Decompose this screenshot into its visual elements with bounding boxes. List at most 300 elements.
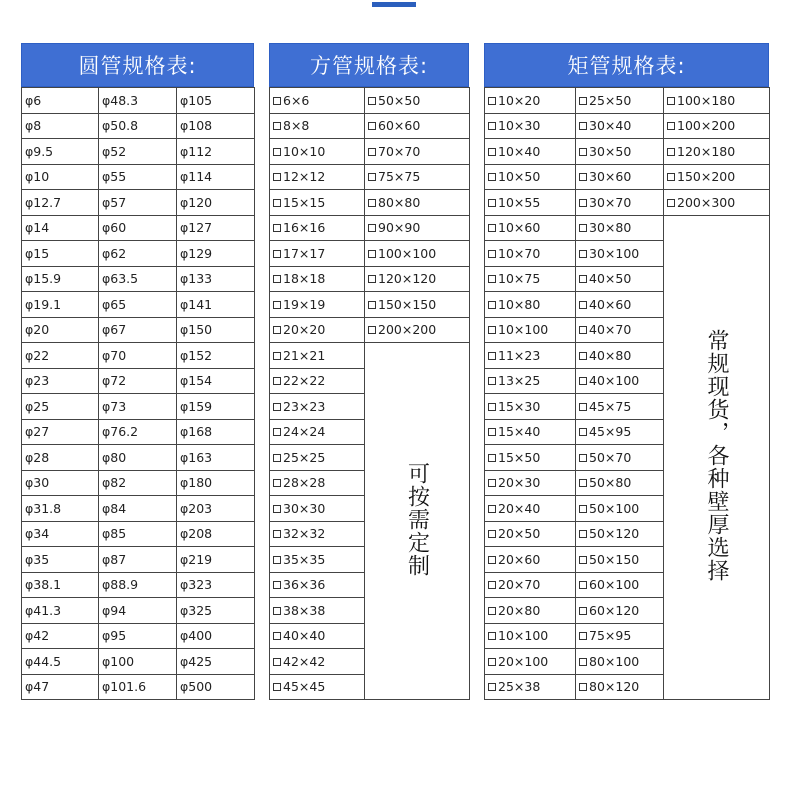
spec-value: 45×45: [283, 679, 326, 695]
square-symbol-icon: [488, 326, 496, 334]
spec-cell: [270, 674, 365, 700]
table-row: [22, 547, 255, 573]
spec-value: φ60: [102, 220, 127, 236]
spec-cell: [270, 649, 365, 675]
table-row: [22, 164, 255, 190]
spec-cell: [99, 343, 177, 369]
spec-value: φ325: [180, 602, 213, 618]
spec-value: φ15: [25, 245, 50, 261]
spec-value: 20×100: [498, 653, 549, 669]
table-row: [22, 343, 255, 369]
spec-cell: [576, 241, 664, 267]
square-symbol-icon: [579, 275, 587, 283]
spec-cell: [485, 215, 576, 241]
square-symbol-icon: [368, 97, 376, 105]
spec-cell: [365, 266, 470, 292]
spec-value: 13×25: [498, 373, 541, 389]
spec-cell: [270, 445, 365, 471]
spec-value: 150×200: [677, 169, 736, 185]
spec-cell: [99, 139, 177, 165]
spec-value: 24×24: [283, 424, 326, 440]
table-row: [22, 394, 255, 420]
spec-cell: [22, 292, 99, 318]
spec-cell: [576, 317, 664, 343]
spec-cell: [177, 521, 255, 547]
square-symbol-icon: [579, 352, 587, 360]
spec-cell: [365, 317, 470, 343]
spec-cell: [99, 547, 177, 573]
spec-value: φ52: [102, 143, 127, 159]
square-symbol-icon: [488, 377, 496, 385]
spec-cell: [177, 343, 255, 369]
spec-value: φ72: [102, 373, 127, 389]
spec-value: φ114: [180, 169, 213, 185]
spec-cell: [22, 521, 99, 547]
spec-cell: [177, 241, 255, 267]
spec-value: 10×20: [498, 92, 541, 108]
spec-value: 20×30: [498, 475, 541, 491]
spec-value: φ400: [180, 628, 213, 644]
spec-cell: [576, 470, 664, 496]
round-tube-panel: [21, 43, 254, 700]
spec-cell: [576, 164, 664, 190]
spec-value: 19×19: [283, 296, 326, 312]
table-row: [22, 419, 255, 445]
spec-value: φ67: [102, 322, 127, 338]
spec-cell: [99, 470, 177, 496]
spec-value: φ9.5: [25, 143, 54, 159]
spec-value: 30×70: [589, 194, 632, 210]
table-row: [270, 139, 470, 165]
table-row: [485, 88, 770, 114]
spec-value: φ34: [25, 526, 50, 542]
spec-cell: [664, 113, 770, 139]
table-row: [22, 190, 255, 216]
spec-value: 20×60: [498, 551, 541, 567]
spec-cell: [177, 317, 255, 343]
spec-value: 45×75: [589, 398, 632, 414]
spec-cell: [22, 649, 99, 675]
spec-value: φ127: [180, 220, 213, 236]
spec-cell: [576, 547, 664, 573]
table-row: [22, 215, 255, 241]
spec-cell: [22, 241, 99, 267]
spec-value: 100×180: [677, 92, 736, 108]
spec-cell: [177, 445, 255, 471]
table-row: [22, 674, 255, 700]
spec-cell: [485, 88, 576, 114]
spec-value: 20×80: [498, 602, 541, 618]
spec-value: φ28: [25, 449, 50, 465]
spec-cell: [485, 139, 576, 165]
square-symbol-icon: [368, 199, 376, 207]
square-symbol-icon: [579, 479, 587, 487]
square-symbol-icon: [488, 428, 496, 436]
square-symbol-icon: [273, 122, 281, 130]
spec-value: 80×100: [589, 653, 640, 669]
square-symbol-icon: [488, 530, 496, 538]
spec-value: φ159: [180, 398, 213, 414]
spec-value: φ141: [180, 296, 213, 312]
spec-cell: [485, 164, 576, 190]
spec-value: 200×300: [677, 194, 736, 210]
spec-value: φ425: [180, 653, 213, 669]
square-symbol-icon: [667, 173, 675, 181]
spec-cell: [576, 649, 664, 675]
spec-cell: [177, 190, 255, 216]
square-symbol-icon: [273, 403, 281, 411]
table-row: [22, 368, 255, 394]
spec-value: 20×50: [498, 526, 541, 542]
table-row: [485, 215, 770, 241]
square-symbol-icon: [273, 199, 281, 207]
spec-cell: [485, 623, 576, 649]
spec-cell: [177, 113, 255, 139]
square-symbol-icon: [368, 224, 376, 232]
spec-cell: [270, 190, 365, 216]
square-symbol-icon: [579, 403, 587, 411]
spec-cell: [270, 317, 365, 343]
spec-cell: [177, 88, 255, 114]
square-symbol-icon: [368, 148, 376, 156]
spec-value: φ100: [102, 653, 135, 669]
spec-value: 10×100: [498, 628, 549, 644]
spec-value: 15×15: [283, 194, 326, 210]
spec-cell: [22, 394, 99, 420]
table-row: [22, 139, 255, 165]
spec-cell: [485, 547, 576, 573]
square-symbol-icon: [368, 275, 376, 283]
spec-cell: [22, 88, 99, 114]
square-symbol-icon: [579, 377, 587, 385]
spec-cell: [485, 598, 576, 624]
spec-cell: [99, 572, 177, 598]
spec-value: 50×150: [589, 551, 640, 567]
square-symbol-icon: [273, 173, 281, 181]
spec-value: 40×100: [589, 373, 640, 389]
spec-value: φ129: [180, 245, 213, 261]
spec-cell: [270, 470, 365, 496]
spec-value: φ23: [25, 373, 50, 389]
spec-value: φ14: [25, 220, 50, 236]
spec-value: 40×80: [589, 347, 632, 363]
square-symbol-icon: [368, 250, 376, 258]
spec-cell: [99, 419, 177, 445]
spec-cell: [664, 190, 770, 216]
spec-cell: [99, 521, 177, 547]
spec-cell: [270, 164, 365, 190]
table-row: [22, 470, 255, 496]
spec-value: 36×36: [283, 577, 326, 593]
spec-cell: [576, 572, 664, 598]
table-row: [270, 241, 470, 267]
square-symbol-icon: [273, 148, 281, 156]
spec-value: 30×30: [283, 500, 326, 516]
spec-cell: [22, 598, 99, 624]
spec-value: φ73: [102, 398, 127, 414]
spec-value: 120×120: [378, 271, 437, 287]
spec-value: 10×50: [498, 169, 541, 185]
spec-value: φ203: [180, 500, 213, 516]
spec-value: 45×95: [589, 424, 632, 440]
spec-cell: [576, 419, 664, 445]
spec-value: 32×32: [283, 526, 326, 542]
spec-cell: [22, 623, 99, 649]
square-tube-table: [269, 87, 470, 700]
spec-cell: [576, 394, 664, 420]
square-symbol-icon: [579, 428, 587, 436]
spec-cell: [177, 139, 255, 165]
spec-value: 35×35: [283, 551, 326, 567]
spec-cell: [177, 419, 255, 445]
spec-value: 80×80: [378, 194, 421, 210]
spec-cell: [99, 88, 177, 114]
table-row: [270, 113, 470, 139]
spec-cell: [485, 241, 576, 267]
square-symbol-icon: [579, 607, 587, 615]
spec-value: φ84: [102, 500, 127, 516]
square-symbol-icon: [488, 403, 496, 411]
square-symbol-icon: [273, 224, 281, 232]
square-symbol-icon: [488, 632, 496, 640]
spec-value: φ219: [180, 551, 213, 567]
spec-value: φ62: [102, 245, 127, 261]
square-symbol-icon: [488, 505, 496, 513]
spec-value: 75×95: [589, 628, 632, 644]
spec-value: 50×100: [589, 500, 640, 516]
table-row: [22, 521, 255, 547]
spec-cell: [270, 292, 365, 318]
spec-value: φ112: [180, 143, 213, 159]
table-row: [22, 445, 255, 471]
spec-cell: [177, 623, 255, 649]
spec-value: φ31.8: [25, 500, 62, 516]
spec-value: 30×80: [589, 220, 632, 236]
spec-cell: [576, 521, 664, 547]
spec-value: 150×150: [378, 296, 437, 312]
spec-value: φ42: [25, 628, 50, 644]
spec-cell: [485, 572, 576, 598]
square-symbol-icon: [273, 428, 281, 436]
spec-cell: [22, 419, 99, 445]
square-symbol-icon: [667, 122, 675, 130]
square-symbol-icon: [579, 122, 587, 130]
square-symbol-icon: [273, 250, 281, 258]
spec-cell: [576, 113, 664, 139]
spec-value: 8×8: [283, 118, 310, 134]
spec-cell: [576, 190, 664, 216]
table-row: [22, 292, 255, 318]
square-symbol-icon: [488, 173, 496, 181]
spec-value: φ10: [25, 169, 50, 185]
spec-cell: [177, 368, 255, 394]
spec-cell: [177, 547, 255, 573]
square-symbol-icon: [273, 632, 281, 640]
table-row: [270, 343, 470, 369]
spec-cell: [22, 343, 99, 369]
spec-value: 10×10: [283, 143, 326, 159]
spec-cell: [99, 674, 177, 700]
spec-value: 10×60: [498, 220, 541, 236]
spec-cell: [664, 164, 770, 190]
top-accent-bar: [372, 2, 416, 7]
spec-value: 10×100: [498, 322, 549, 338]
spec-cell: [270, 623, 365, 649]
square-symbol-icon: [488, 658, 496, 666]
table-row: [485, 139, 770, 165]
square-symbol-icon: [488, 479, 496, 487]
square-symbol-icon: [368, 173, 376, 181]
spec-cell: [99, 113, 177, 139]
square-symbol-icon: [579, 530, 587, 538]
square-symbol-icon: [488, 556, 496, 564]
spec-value: φ8: [25, 118, 42, 134]
spec-cell: [270, 139, 365, 165]
spec-value: 20×20: [283, 322, 326, 338]
spec-cell: [365, 139, 470, 165]
spec-cell: [485, 674, 576, 700]
square-symbol-icon: [368, 301, 376, 309]
spec-cell: [576, 266, 664, 292]
spec-value: 25×25: [283, 449, 326, 465]
square-symbol-icon: [579, 326, 587, 334]
spec-cell: [270, 113, 365, 139]
spec-value: 70×70: [378, 143, 421, 159]
spec-cell: [99, 215, 177, 241]
spec-cell: [177, 572, 255, 598]
square-symbol-icon: [667, 97, 675, 105]
spec-cell: [576, 343, 664, 369]
spec-value: 50×50: [378, 92, 421, 108]
rect-tube-table: [484, 87, 770, 700]
spec-cell: [576, 292, 664, 318]
spec-cell: [177, 394, 255, 420]
spec-value: 15×30: [498, 398, 541, 414]
spec-cell: [99, 445, 177, 471]
spec-value: φ38.1: [25, 577, 62, 593]
spec-cell: [22, 547, 99, 573]
spec-value: φ15.9: [25, 271, 62, 287]
spec-value: φ208: [180, 526, 213, 542]
square-symbol-icon: [273, 326, 281, 334]
spec-cell: [22, 164, 99, 190]
spec-cell: [485, 317, 576, 343]
spec-value: φ27: [25, 424, 50, 440]
spec-cell: [22, 445, 99, 471]
spec-value: φ154: [180, 373, 213, 389]
spec-value: φ25: [25, 398, 50, 414]
spec-value: φ30: [25, 475, 50, 491]
spec-value: φ35: [25, 551, 50, 567]
table-row: [270, 88, 470, 114]
spec-value: 80×120: [589, 679, 640, 695]
spec-cell: [270, 521, 365, 547]
note-cell: [664, 215, 770, 700]
square-symbol-icon: [667, 199, 675, 207]
spec-cell: [177, 470, 255, 496]
spec-cell: [177, 292, 255, 318]
spec-value: φ500: [180, 679, 213, 695]
spec-value: φ41.3: [25, 602, 62, 618]
table-row: [22, 241, 255, 267]
spec-value: φ48.3: [102, 92, 139, 108]
square-symbol-icon: [273, 581, 281, 589]
spec-cell: [99, 394, 177, 420]
spec-cell: [664, 88, 770, 114]
square-symbol-icon: [579, 97, 587, 105]
spec-cell: [576, 623, 664, 649]
square-symbol-icon: [488, 148, 496, 156]
table-row: [270, 266, 470, 292]
spec-value: 10×40: [498, 143, 541, 159]
square-symbol-icon: [579, 148, 587, 156]
spec-value: φ105: [180, 92, 213, 108]
spec-cell: [22, 190, 99, 216]
square-symbol-icon: [488, 122, 496, 130]
table-row: [485, 190, 770, 216]
square-symbol-icon: [579, 301, 587, 309]
spec-cell: [99, 368, 177, 394]
spec-value: φ163: [180, 449, 213, 465]
spec-cell: [365, 292, 470, 318]
spec-cell: [485, 394, 576, 420]
table-row: [22, 496, 255, 522]
spec-value: 40×40: [283, 628, 326, 644]
spec-cell: [177, 266, 255, 292]
spec-value: 60×100: [589, 577, 640, 593]
square-symbol-icon: [273, 683, 281, 691]
spec-value: 75×75: [378, 169, 421, 185]
square-symbol-icon: [488, 581, 496, 589]
spec-cell: [576, 215, 664, 241]
square-symbol-icon: [579, 632, 587, 640]
square-symbol-icon: [273, 275, 281, 283]
spec-value: 60×120: [589, 602, 640, 618]
spec-value: 18×18: [283, 271, 326, 287]
spec-value: 40×60: [589, 296, 632, 312]
spec-value: 20×70: [498, 577, 541, 593]
spec-value: φ70: [102, 347, 127, 363]
spec-value: φ87: [102, 551, 127, 567]
spec-value: 23×23: [283, 398, 326, 414]
spec-value: 40×70: [589, 322, 632, 338]
spec-cell: [270, 572, 365, 598]
spec-value: φ19.1: [25, 296, 62, 312]
spec-cell: [177, 674, 255, 700]
spec-value: φ133: [180, 271, 213, 287]
table-row: [22, 266, 255, 292]
table-row: [270, 292, 470, 318]
square-symbol-icon: [579, 505, 587, 513]
spec-value: 42×42: [283, 653, 326, 669]
spec-value: 38×38: [283, 602, 326, 618]
square-tube-title: 方管规格表:: [269, 43, 469, 87]
square-symbol-icon: [488, 224, 496, 232]
spec-cell: [270, 88, 365, 114]
spec-cell: [270, 394, 365, 420]
spec-value: φ150: [180, 322, 213, 338]
spec-value: 10×75: [498, 271, 541, 287]
table-row: [22, 572, 255, 598]
spec-cell: [99, 164, 177, 190]
spec-value: φ44.5: [25, 653, 62, 669]
spec-cell: [485, 419, 576, 445]
spec-cell: [270, 496, 365, 522]
round-tube-table: [21, 87, 255, 700]
spec-value: 17×17: [283, 245, 326, 261]
spec-cell: [177, 215, 255, 241]
spec-value: φ120: [180, 194, 213, 210]
